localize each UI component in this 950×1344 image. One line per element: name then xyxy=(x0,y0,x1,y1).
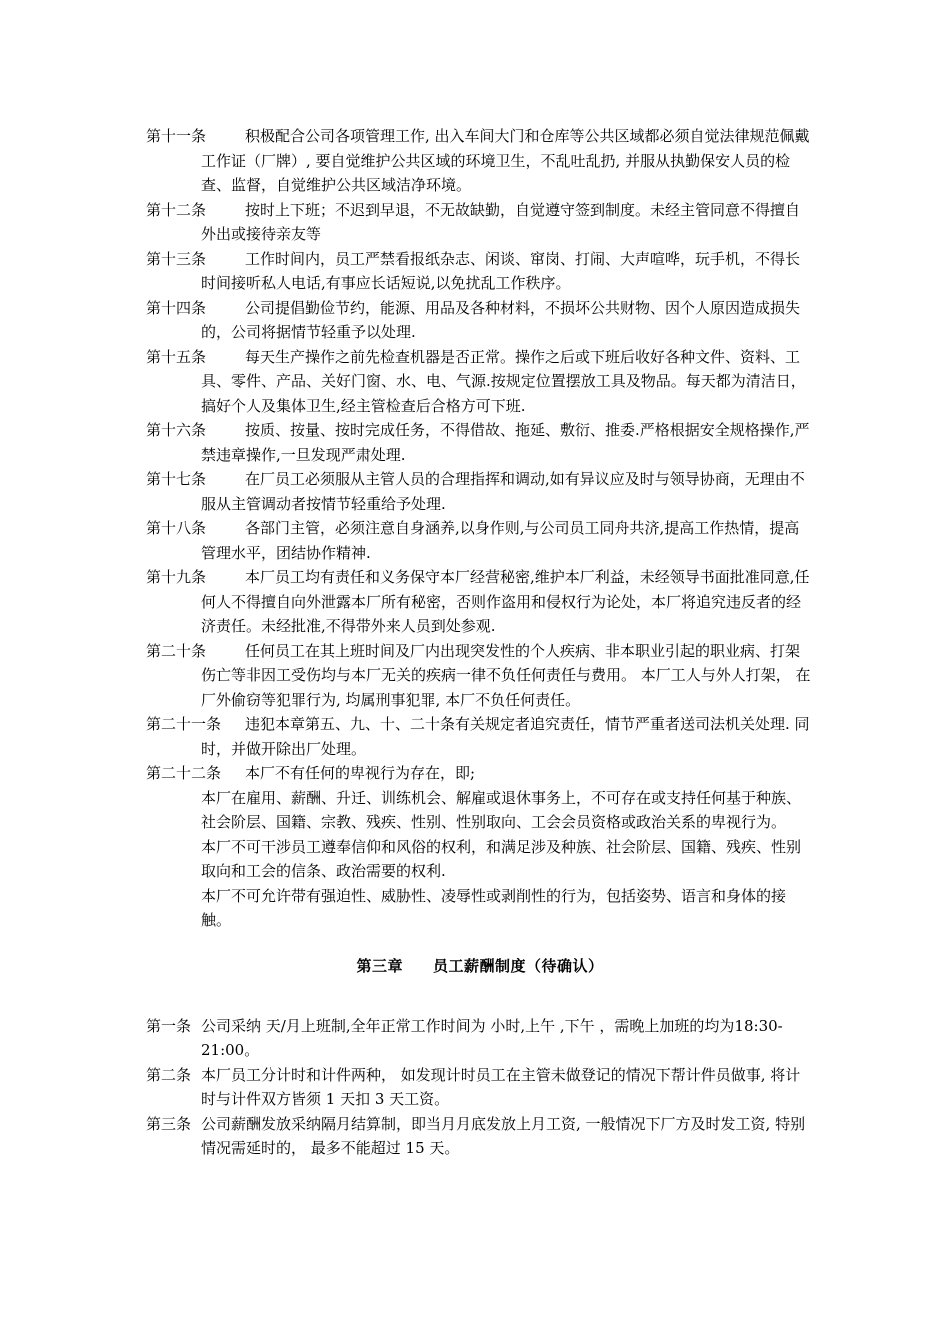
article-18 xyxy=(146,516,814,565)
article-20 xyxy=(146,639,814,713)
article-label: 第二十一条 xyxy=(146,715,222,733)
chapter-heading xyxy=(146,955,814,976)
article-text: 本厂不有任何的卑视行为存在，即; xyxy=(245,764,476,782)
article-text: 按时上下班；不迟到早退，不无故缺勤，自觉遵守签到制度。未经主管同意不得擅自外出或接待亲友等 xyxy=(201,200,801,243)
article-text: 每天生产操作之前先检查机器是否正常。操作之后或下班后收好各种文件、资料、工具、零件、产品、关好门窗、水、电、气源.按规定位置摆放工具及物品。每天都为清洁日，搞好个人及集体卫生,经主管检查后合格方可下班. xyxy=(201,347,806,415)
sub-paragraph: 本厂不可干涉员工遵奉信仰和风俗的权利，和满足涉及种族、社会阶层、国籍、残疾、性别取向和工会的信条、政治需要的权利. xyxy=(201,837,802,880)
article-15 xyxy=(146,345,814,419)
article-14 xyxy=(146,296,814,345)
article-text: 公司提倡勤俭节约，能源、用品及各种材料，不损坏公共财物、因个人原因造成损失的，公司将据情节轻重予以处理. xyxy=(201,298,801,341)
article-19 xyxy=(146,565,814,639)
article-label: 第十八条 xyxy=(146,519,207,537)
article-label: 第二条 xyxy=(146,1065,192,1084)
chapter3-article-2 xyxy=(146,1063,814,1112)
article-label: 第十四条 xyxy=(146,298,207,317)
sub-paragraph: 本厂不可允许带有强迫性、威胁性、凌辱性或剥削性的行为，包括姿势、语言和身体的接触。 xyxy=(201,886,787,929)
article-12 xyxy=(146,198,814,247)
article-label: 第十七条 xyxy=(146,470,207,488)
article-label: 第三条 xyxy=(146,1114,192,1133)
article-text: 公司薪酬发放采纳隔月结算制，即当月月底发放上月工资, 一般情况下厂方及时发工资, 特别情况需延时的， 最多不能超过 15 天。 xyxy=(201,1114,806,1157)
article-label: 第十六条 xyxy=(146,421,207,439)
article-16 xyxy=(146,418,814,467)
document-page xyxy=(146,124,814,1161)
article-21 xyxy=(146,712,814,761)
chapter3-article-1 xyxy=(146,1014,814,1063)
article-label: 第十九条 xyxy=(146,568,207,586)
article-text: 任何员工在其上班时间及厂内出现突发性的个人疾病、非本职业引起的职业病、打架伤亡等非因工受伤均与本厂无关的疾病一律不负任何责任与费用。 本厂工人与外人打架， 在厂外偷窃等犯罪行为, 均属刑事犯罪, 本厂不负任何责任。 xyxy=(201,641,811,709)
article-text: 积极配合公司各项管理工作, 出入车间大门和仓库等公共区域都必须自觉法律规范佩戴工作证（厂牌）, 要自觉维护公共区域的环境卫生，不乱吐乱扔, 并服从执勤保安人员的检查、监督，自觉维护公共区域洁净环境。 xyxy=(201,127,810,194)
article-text: 按质、按量、按时完成任务，不得借故、拖延、敷衍、推委.严格根据安全规格操作,严禁违章操作,一旦发现严肃处理. xyxy=(201,421,810,464)
article-text: 本厂员工均有责任和义务保守本厂经营秘密,维护本厂利益，未经领导书面批准同意,任何人不得擅自向外泄露本厂所有秘密，否则作盗用和侵权行为论处，本厂将追究违反者的经济责任。未经批准,不得带外来人员到处参观. xyxy=(201,568,810,635)
article-text: 在厂员工必须服从主管人员的合理指挥和调动,如有异议应及时与领导协商，无理由不服从主管调动者按情节轻重给予处理. xyxy=(201,470,805,513)
article-text: 本厂员工分计时和计件两种， 如发现计时员工在主管未做登记的情况下帮计件员做事, 将计时与计件双方皆须 1 天扣 3 天工资。 xyxy=(201,1065,801,1108)
article-13 xyxy=(146,247,814,296)
chapter-title: 员工薪酬制度（待确认） xyxy=(433,956,604,975)
article-label: 第十三条 xyxy=(146,249,207,268)
article-label: 第二十条 xyxy=(146,641,207,660)
article-label: 第十五条 xyxy=(146,347,207,366)
article-label: 第二十二条 xyxy=(146,764,222,782)
chapter-number: 第三章 xyxy=(356,956,403,975)
article-22 xyxy=(146,761,814,786)
article-label: 第十二条 xyxy=(146,200,207,219)
article-11 xyxy=(146,124,814,198)
article-label: 第一条 xyxy=(146,1016,192,1035)
article-text: 各部门主管，必须注意自身涵养,以身作则,与公司员工同舟共济,提高工作热情，提高管理水平，团结协作精神. xyxy=(201,519,800,562)
article-label: 第十一条 xyxy=(146,127,207,145)
chapter3-article-3 xyxy=(146,1112,814,1161)
article-text: 违犯本章第五、九、十、二十条有关规定者追究责任，情节严重者送司法机关处理. 同时，并做开除出厂处理。 xyxy=(201,715,810,758)
article-text: 工作时间内，员工严禁看报纸杂志、闲谈、窜岗、打闹、大声喧哗，玩手机，不得长时间接听私人电话,有事应长话短说,以免扰乱工作秩序。 xyxy=(201,249,801,292)
article-17 xyxy=(146,467,814,516)
sub-paragraph: 本厂在雇用、薪酬、升迁、训练机会、解雇或退休事务上，不可存在或支持任何基于种族、社会阶层、国籍、宗教、残疾、性别、性别取向、工会会员资格或政治关系的卑视行为。 xyxy=(201,788,802,831)
article-text: 公司采纳 天/月上班制,全年正常工作时间为 小时,上午 ,下午 ，需晚上加班的均为18:30-21:00。 xyxy=(201,1016,783,1059)
